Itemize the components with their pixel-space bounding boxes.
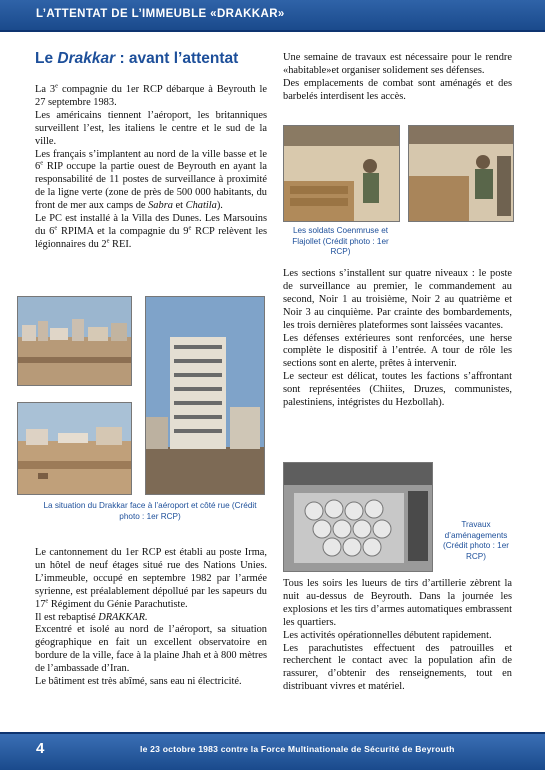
airport-photo bbox=[17, 402, 132, 495]
right-column-bottom bbox=[283, 578, 512, 694]
title-text: Le bbox=[35, 50, 58, 67]
header-title: L’ATTENTAT DE L’IMMEUBLE «DRAKKAR» bbox=[36, 8, 285, 20]
paragraph: Une semaine de travaux est nécessaire pour le rendre «habitable»et organiser solidement ses défenses. bbox=[283, 52, 512, 76]
works-caption: Travaux d’aménagements (Crédit photo : 1er RCP) bbox=[443, 520, 509, 561]
paragraph: Les américains tiennent l’aéroport, les britanniques surveillent l’est, les italiens le centre et le sud de la ville. bbox=[35, 109, 267, 147]
paragraph: Le bâtiment est très abîmé, sans eau ni électricité. bbox=[35, 676, 242, 688]
paragraph: Excentré et isolé au nord de l’aéroport, sa situation géographique en fait un excellent observatoire en bordure de la ville, face à la plaine Jhah et à 800 mètres de l’ambassade d’Iran. bbox=[35, 624, 267, 675]
right-column-middle bbox=[283, 268, 512, 410]
right-column-top bbox=[283, 52, 512, 104]
page-number: 4 bbox=[36, 740, 45, 757]
page-footer bbox=[0, 732, 545, 770]
title-italic: Drakkar bbox=[57, 50, 116, 67]
footer-text: le 23 octobre 1983 contre la Force Multinationale de Sécurité de Beyrouth bbox=[140, 744, 455, 754]
left-column-upper bbox=[35, 84, 267, 252]
paragraph: Des emplacements de combat sont aménagés et des barbelés interdisent les accès. bbox=[283, 77, 512, 102]
paragraph: Le PC est installé à la Villa des Dunes. Les Marsouins du 6e RPIMA et la compagnie du 9e RCP relèvent les légionnaires du 2e REI. bbox=[35, 213, 267, 250]
situation-caption: La situation du Drakkar face à l’aéroport et côté rue (Crédit photo : 1er RCP) bbox=[43, 501, 257, 521]
paragraph: Les défenses extérieures sont renforcées, une herse complète le dispositif à l’entrée. A tour de rôle les sections sont en alerte, prêtes à intervenir. bbox=[283, 332, 512, 370]
paragraph: Le secteur est délicat, toutes les factions s’affrontant sont représentées (Chiites, Druzes, communistes, palestiniens, intégristes du Hezbollah). bbox=[283, 371, 512, 409]
paragraph: Tous les soirs les lueurs de tirs d’artillerie zèbrent la nuit au-dessus de Beyrouth. Dans la journée les explosions et les tirs d’armes automatiques embrassent les quartiers. bbox=[283, 578, 512, 628]
soldier-photo-1 bbox=[283, 125, 400, 222]
paragraph: Les sections s’installent sur quatre niveaux : le poste de surveillance au premier, le commandement au second, Noir 1 au troisième, Noir 2 au quatrième et Noir 3 au cinquième. Par crainte des bombardements, les trois dernières plateformes sont laissées vacantes. bbox=[283, 268, 512, 331]
works-photo bbox=[283, 462, 433, 572]
drakkar-building-photo bbox=[145, 296, 265, 495]
article-title bbox=[35, 50, 267, 67]
soldiers-caption: Les soldats Coenmruse et Flajollet (Crédit photo : 1er RCP) bbox=[292, 226, 389, 256]
paragraph: Les parachutistes effectuent des patrouilles et recherchent le contact avec la population afin de rassurer, d’obtenir des renseignements, tout en distribuant vivres et matériel. bbox=[283, 642, 512, 693]
paragraph: Le cantonnement du 1er RCP est établi au poste Irma, un hôtel de neuf étages situé rue des Nations Unies. L’immeuble, occupé en septembre 1982 par l’armée syrienne, est préalablement dépollué par les sapeurs du 17e Régiment du Génie Parachutiste. bbox=[35, 547, 267, 610]
page-header bbox=[0, 0, 545, 32]
soldier-photo-2 bbox=[408, 125, 514, 222]
title-text: : avant l’attentat bbox=[115, 50, 239, 67]
paragraph: Les français s’implantent au nord de la ville basse et le 6e RIP occupe la partie ouest de Beyrouth en ayant la responsabilité de 11 postes de surveillance à proximité de la ligne verte (zone de près de 500 000 habitants, du front de mer aux camps de Sabra et Chatila). bbox=[35, 148, 267, 212]
left-column-lower bbox=[35, 547, 267, 689]
paragraph: Il est rebaptisé DRAKKAR. bbox=[35, 611, 148, 623]
paragraph: La 3e compagnie du 1er RCP débarque à Beyrouth le 27 septembre 1983. bbox=[35, 82, 267, 108]
paragraph: Les activités opérationnelles débutent rapidement. bbox=[283, 629, 492, 641]
town-photo bbox=[17, 296, 132, 386]
